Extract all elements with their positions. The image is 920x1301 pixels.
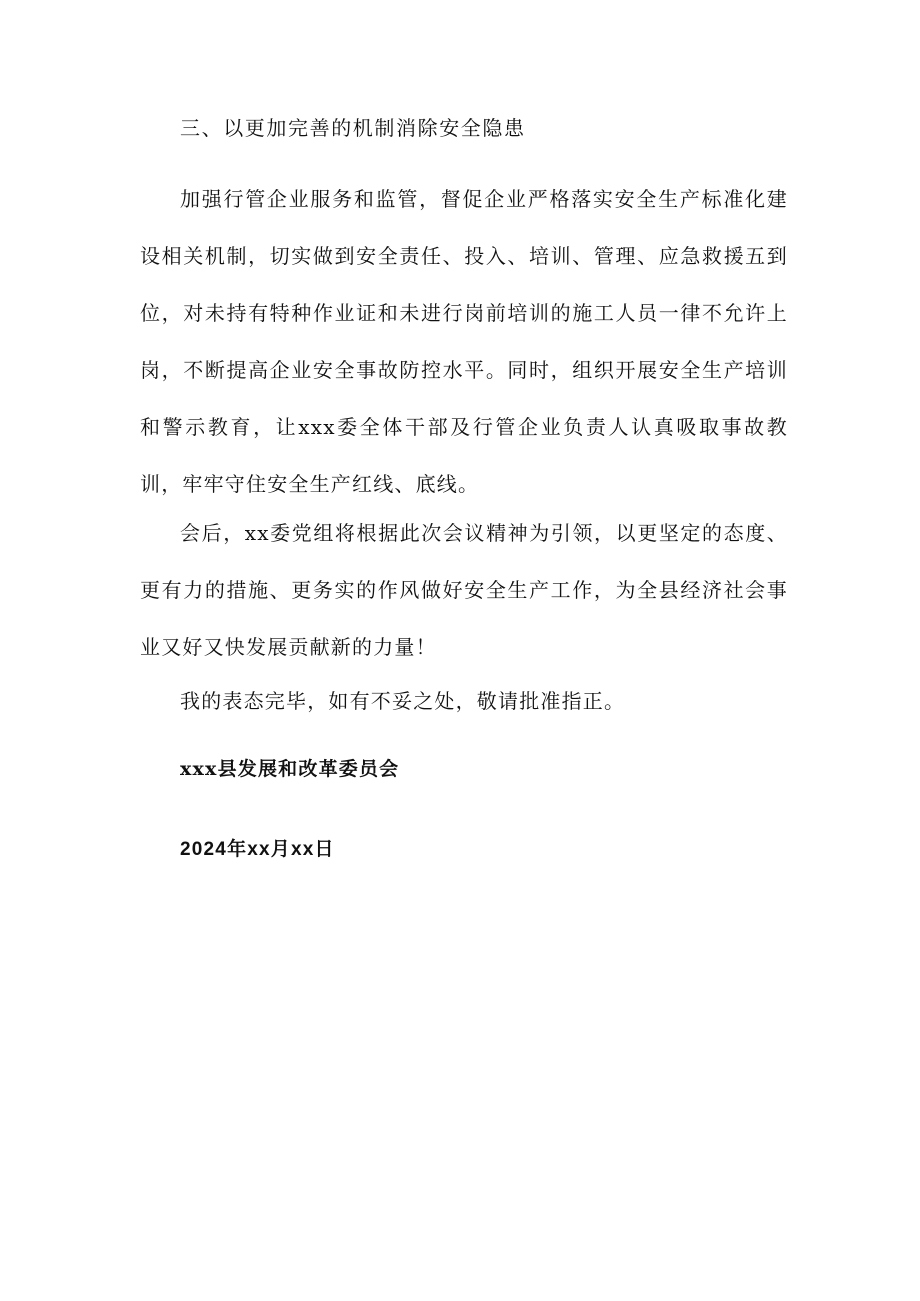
- signature-date: 2024年xx月xx日: [180, 839, 335, 860]
- paragraph-safety-measures: 加强行管企业服务和监管，督促企业严格落实安全生产标准化建设相关机制，切实做到安全责任、投入、培训、管理、应急救援五到位，对未持有特种作业证和未进行岗前培训的施工人员一律不允许上岗，不断提高企业安全事故防控水平。同时，组织开展安全生产培训和警示教育，让xxx委全体干部及行管企业负责人认真吸取事故教训，牢牢守住安全生产红线、底线。: [140, 187, 788, 496]
- paragraph-closing-remark: 我的表态完毕，如有不妥之处，敬请批准指正。: [180, 689, 626, 713]
- signature-organization: xxx县发展和改革委员会: [180, 758, 400, 780]
- section-heading: 三、以更加完善的机制消除安全隐患: [180, 116, 526, 140]
- paragraph-conclusion: 会后，xx委党组将根据此次会议精神为引领，以更坚定的态度、更有力的措施、更务实的作风做好安全生产工作，为全县经济社会事业又好又快发展贡献新的力量！: [140, 521, 788, 659]
